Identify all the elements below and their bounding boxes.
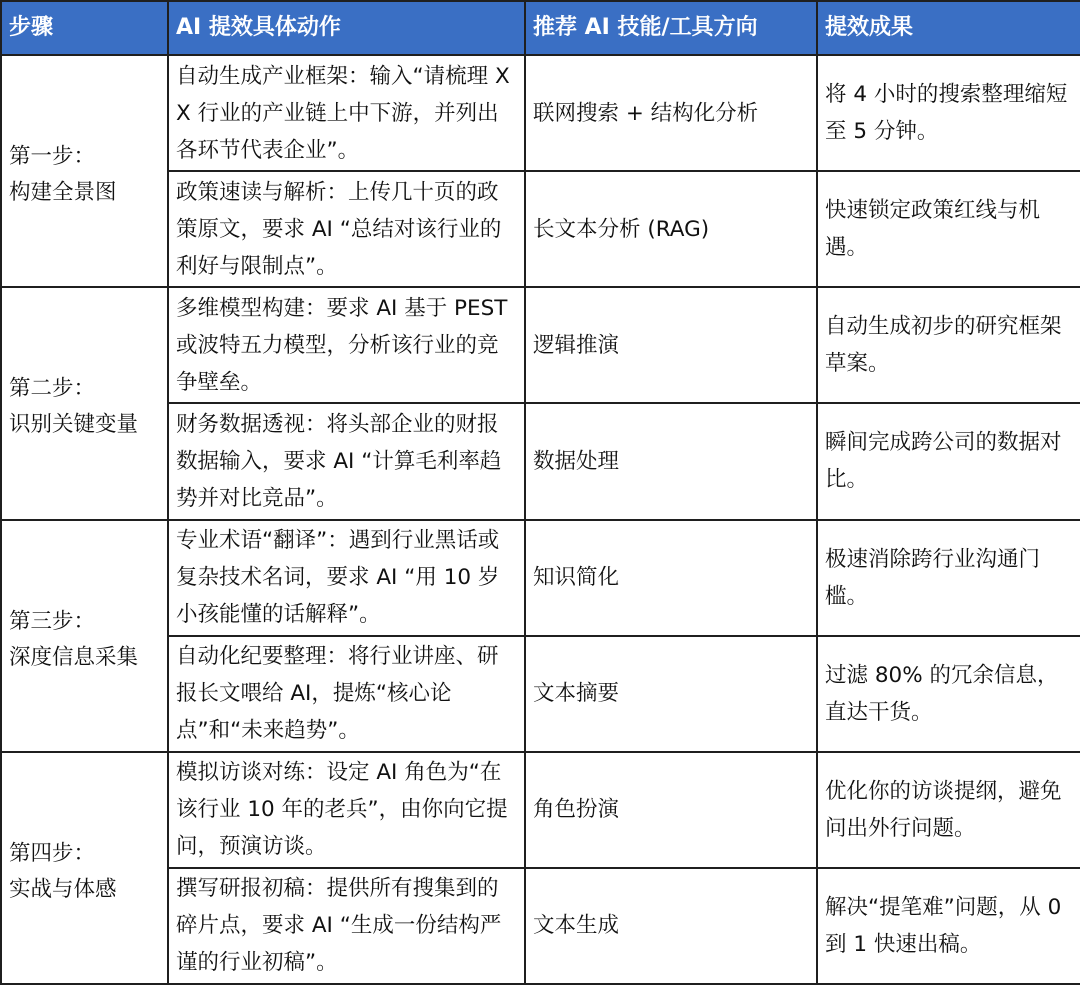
step-label-number: 第三步：: [9, 608, 96, 634]
step-label-cell: [1, 287, 168, 519]
tool-cell: 角色扮演: [525, 752, 817, 868]
table-header-row: [1, 1, 1080, 55]
step-label-cell: [1, 752, 168, 984]
table-row: [1, 520, 1080, 636]
header-action: AI 提效具体动作: [168, 1, 525, 55]
table-row: [1, 287, 1080, 403]
header-step: 步骤: [1, 1, 168, 55]
tool-cell: 文本生成: [525, 868, 817, 984]
action-cell: 财务数据透视：将头部企业的财报数据输入，要求 AI “计算毛利率趋势并对比竞品”。: [168, 403, 525, 519]
step-label-title: 识别关键变量: [9, 412, 139, 438]
tool-cell: 数据处理: [525, 403, 817, 519]
result-cell: 瞬间完成跨公司的数据对比。: [817, 403, 1080, 519]
step-label-title: 实战与体感: [9, 876, 117, 902]
action-cell: 模拟访谈对练：设定 AI 角色为“在该行业 10 年的老兵”，由你向它提问，预演访谈。: [168, 752, 525, 868]
result-cell: 极速消除跨行业沟通门槛。: [817, 520, 1080, 636]
step-label-title: 深度信息采集: [9, 644, 139, 670]
step-label-title: 构建全景图: [9, 180, 117, 206]
result-cell: 解决“提笔难”问题，从 0 到 1 快速出稿。: [817, 868, 1080, 984]
action-cell: 政策速读与解析：上传几十页的政策原文，要求 AI “总结对该行业的利好与限制点”。: [168, 171, 525, 287]
table-row: [1, 752, 1080, 868]
step-label-number: 第一步：: [9, 144, 96, 170]
step-label-cell: [1, 55, 168, 287]
result-cell: 优化你的访谈提纲，避免问出外行问题。: [817, 752, 1080, 868]
result-cell: 自动生成初步的研究框架草案。: [817, 287, 1080, 403]
tool-cell: 联网搜索 + 结构化分析: [525, 55, 817, 171]
step-label-number: 第四步：: [9, 840, 96, 866]
tool-cell: 长文本分析 (RAG): [525, 171, 817, 287]
action-cell: 自动生成产业框架：输入“请梳理 XX 行业的产业链上中下游，并列出各环节代表企业”。: [168, 55, 525, 171]
header-result: 提效成果: [817, 1, 1080, 55]
result-cell: 将 4 小时的搜索整理缩短至 5 分钟。: [817, 55, 1080, 171]
step-label-cell: [1, 520, 168, 752]
tool-cell: 文本摘要: [525, 636, 817, 752]
header-tool: 推荐 AI 技能/工具方向: [525, 1, 817, 55]
result-cell: 快速锁定政策红线与机遇。: [817, 171, 1080, 287]
action-cell: 自动化纪要整理：将行业讲座、研报长文喂给 AI，提炼“核心论点”和“未来趋势”。: [168, 636, 525, 752]
tool-cell: 逻辑推演: [525, 287, 817, 403]
action-cell: 多维模型构建：要求 AI 基于 PEST 或波特五力模型，分析该行业的竞争壁垒。: [168, 287, 525, 403]
step-label-number: 第二步：: [9, 376, 96, 402]
result-cell: 过滤 80% 的冗余信息，直达干货。: [817, 636, 1080, 752]
tool-cell: 知识简化: [525, 520, 817, 636]
action-cell: 撰写研报初稿：提供所有搜集到的碎片点，要求 AI “生成一份结构严谨的行业初稿”。: [168, 868, 525, 984]
table-row: [1, 55, 1080, 171]
action-cell: 专业术语“翻译”：遇到行业黑话或复杂技术名词，要求 AI “用 10 岁小孩能懂的话解释”。: [168, 520, 525, 636]
